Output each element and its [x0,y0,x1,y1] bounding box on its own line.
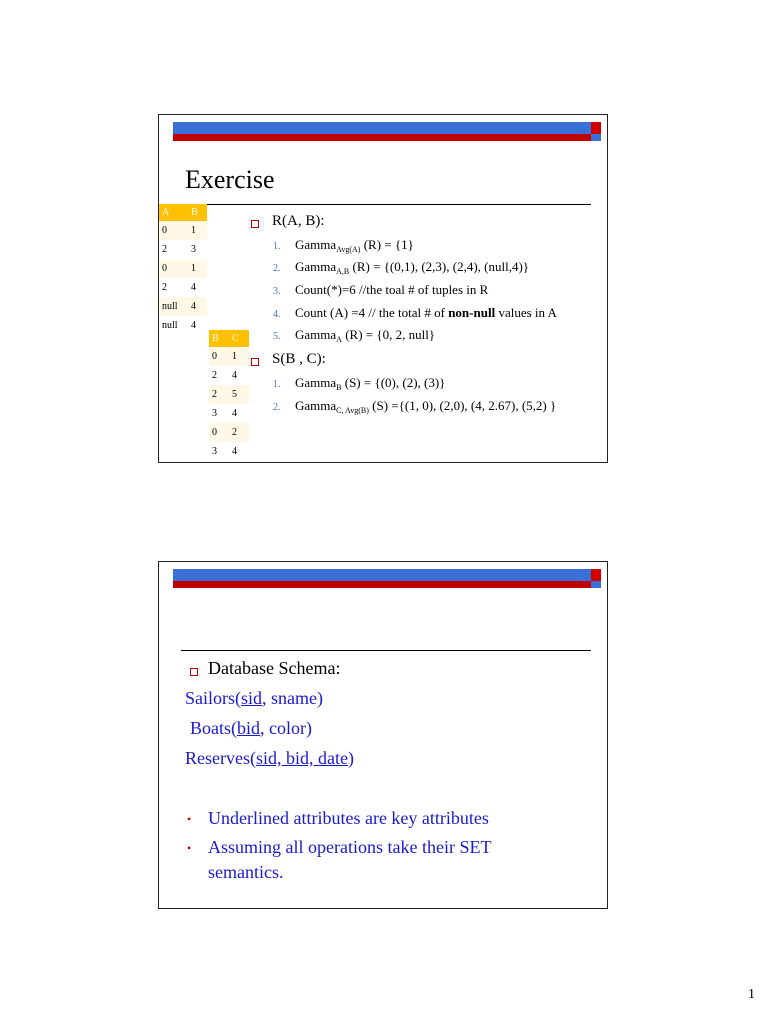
item-number: 2. [273,402,281,413]
table-cell: 4 [188,278,207,297]
table-cell: 1 [229,347,249,366]
item-number: 5. [273,331,281,342]
table-cell: null [159,316,188,335]
r-heading: R(A, B): [272,213,325,229]
s-item-1: Gamma$_B$ (S) = {(0), (2), (3)} [295,375,446,392]
note-set-semantics: Assuming all operations take their SET [208,837,492,857]
item-number: 3. [273,286,281,297]
title-rule [207,204,591,205]
header-square-blue [591,134,601,141]
s-heading: S(B , C): [272,351,326,367]
r-item-5: Gamma$_A$ (R) = {0, 2, null} [295,327,436,344]
table-row [209,385,249,404]
table-cell: 4 [229,442,249,461]
title-rule [181,650,591,651]
r-item-3: Count(*)=6 //the toal # of tuples in R [295,282,489,297]
table-header: B [209,330,229,347]
table-cell: 2 [159,278,188,297]
header-bar-red [173,581,591,588]
table-cell: 2 [229,423,249,442]
note-set-semantics-cont: semantics. [208,862,284,882]
table-cell: 4 [188,316,207,335]
table-cell: 0 [209,423,229,442]
table-s [209,330,249,461]
r-item-4: Count (A) =4 // the total # of non-null values in A [295,305,557,320]
table-cell: 3 [209,442,229,461]
square-bullet-icon [190,668,198,676]
header-bar-blue [173,122,591,134]
table-row [209,404,249,423]
table-row [159,297,207,316]
page-number: 1 [748,987,755,1002]
table-header: A [159,204,188,221]
slide-exercise [158,114,608,463]
table-row [159,259,207,278]
item-number: 2. [273,263,281,274]
item-number: 1. [273,379,281,390]
table-cell: 2 [209,366,229,385]
table-cell: 0 [209,347,229,366]
note-key-attributes: Underlined attributes are key attributes [208,808,489,828]
schema-heading: Database Schema: [208,658,341,678]
table-cell: 4 [229,366,249,385]
item-number: 4. [273,309,281,320]
table-cell: null [159,297,188,316]
item-number: 1. [273,241,281,252]
table-cell: 2 [209,385,229,404]
table-cell: 2 [159,240,188,259]
bullet-dot-icon: • [187,841,192,855]
table-row [159,278,207,297]
table-cell: 4 [188,297,207,316]
table-r [159,204,207,335]
header-square-red [591,122,601,134]
schema-boats: Boats(bid, color) [190,718,312,738]
slide-database-schema [158,561,608,909]
schema-sailors: Sailors(sid, sname) [185,688,323,708]
table-cell: 3 [209,404,229,423]
schema-reserves: Reserves(sid, bid, date) [185,748,354,768]
table-cell: 0 [159,259,188,278]
s-item-2: Gamma$_{C, Avg(B)}$ (S) ={(1, 0), (2,0), (4, 2.67), (5,2) } [295,398,557,415]
table-row [159,240,207,259]
bullet-dot-icon: • [187,812,192,826]
table-row [209,423,249,442]
table-cell: 0 [159,221,188,240]
table-cell: 1 [188,259,207,278]
header-square-red [591,569,601,581]
square-bullet-icon [251,358,259,366]
r-item-2: Gamma$_{A,B}$ (R) = {(0,1), (2,3), (2,4), (null,4)} [295,259,530,276]
table-row [159,221,207,240]
table-cell: 4 [229,404,249,423]
r-item-1: Gamma$_{Avg(A)}$ (R) = {1} [295,237,414,254]
table-header: B [188,204,207,221]
header-bar-red [173,134,591,141]
table-row [209,442,249,461]
table-cell: 3 [188,240,207,259]
slide-title: Exercise [185,165,275,194]
header-square-blue [591,581,601,588]
table-row [209,366,249,385]
table-header: C [229,330,249,347]
table-row [209,347,249,366]
header-bar-blue [173,569,591,581]
table-cell: 5 [229,385,249,404]
table-row [159,316,207,335]
square-bullet-icon [251,220,259,228]
table-cell: 1 [188,221,207,240]
